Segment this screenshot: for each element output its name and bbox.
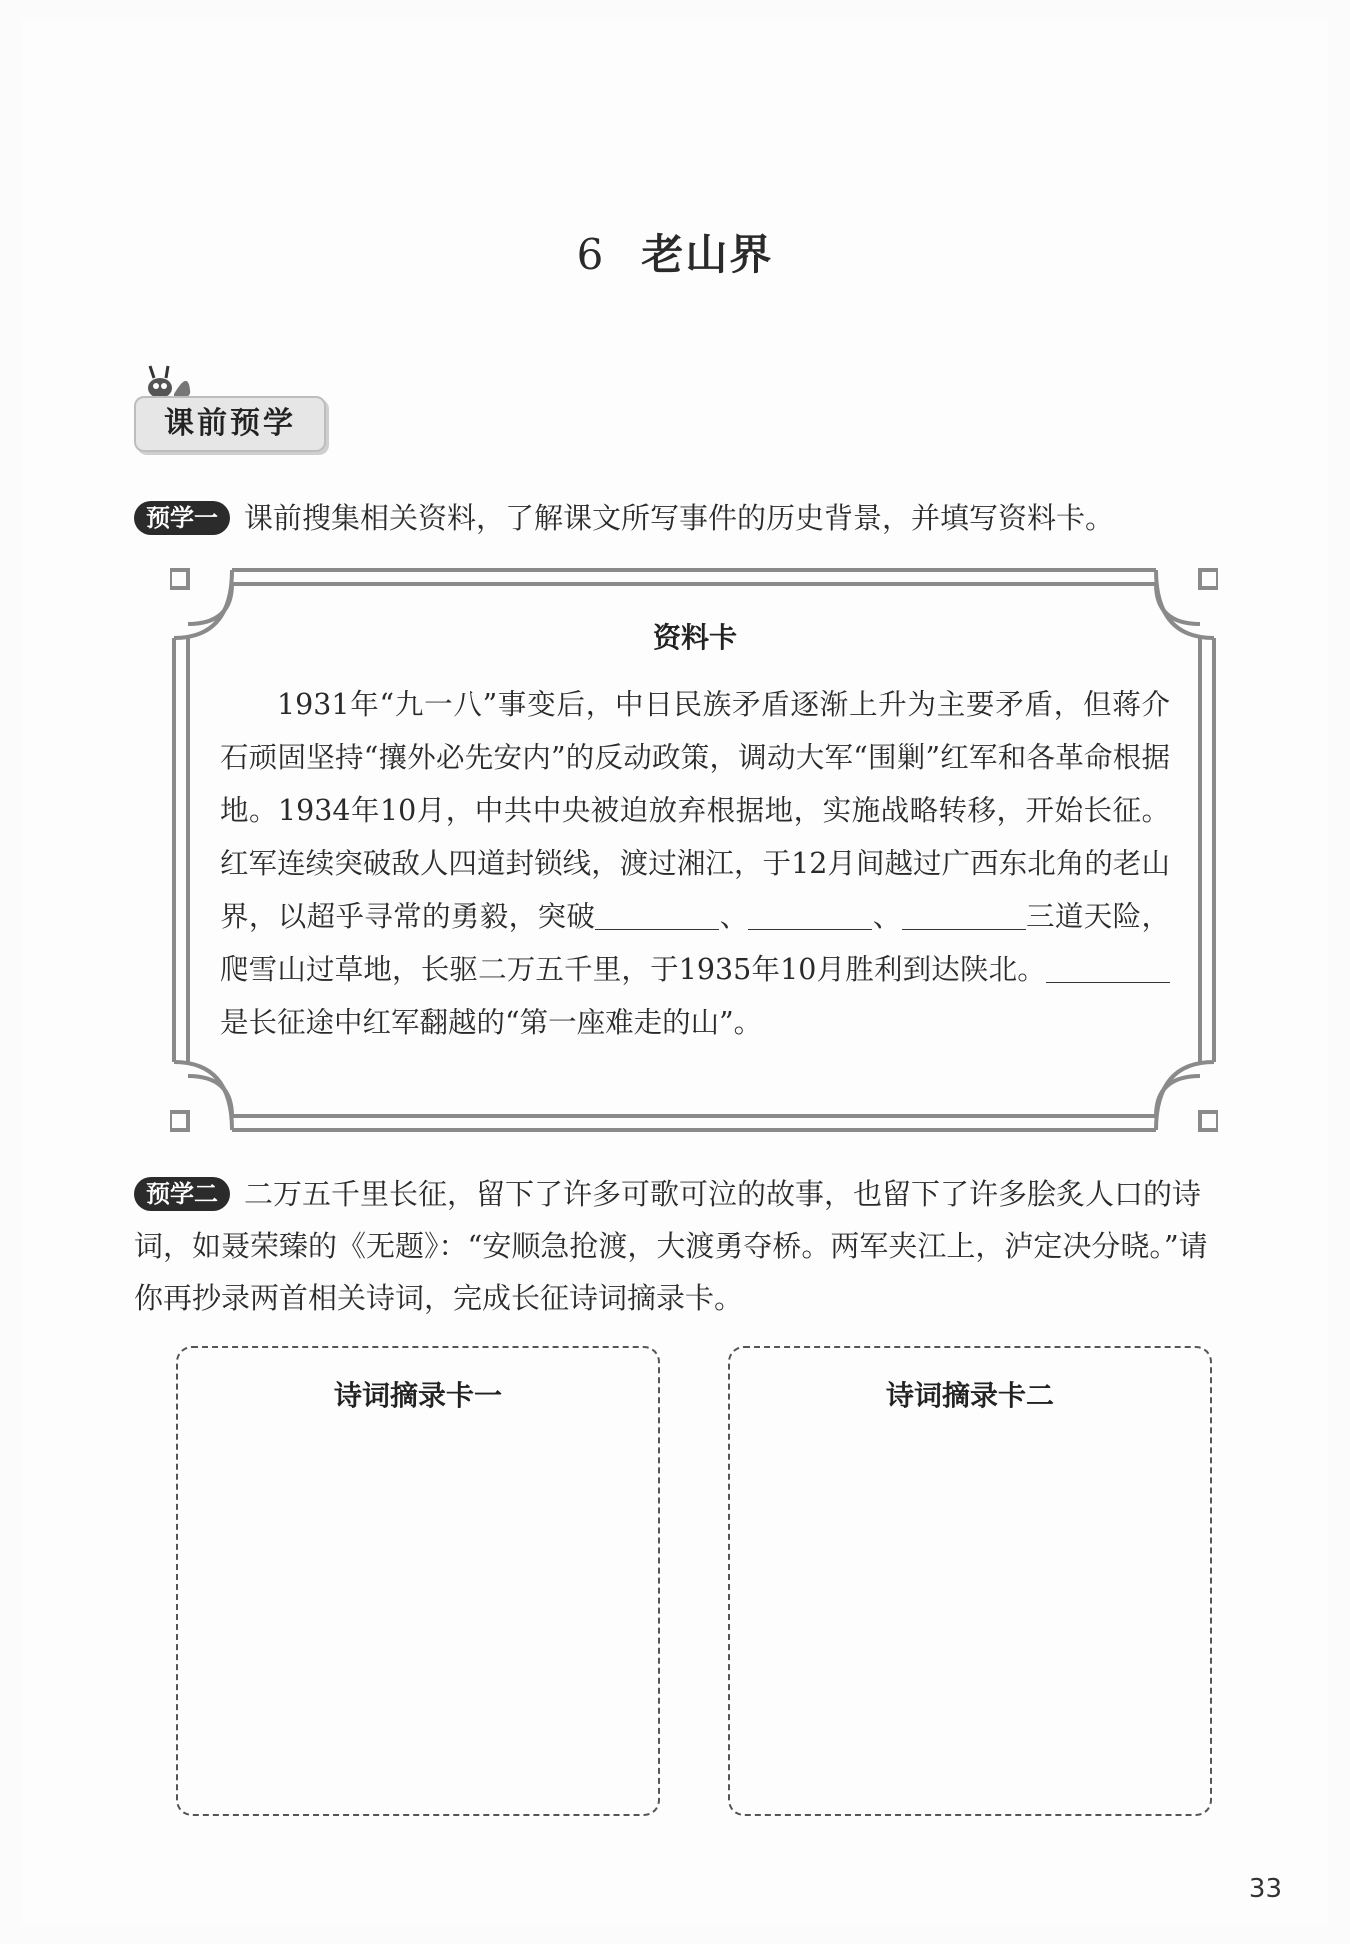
excerpt-card-1-title: 诗词摘录卡一 [333, 1379, 502, 1412]
info-card-title: 资料卡 [652, 621, 737, 654]
excerpt-card-1[interactable] [176, 1346, 660, 1816]
blank-separator-2: 、 [872, 900, 902, 933]
prestudy-1-badge: 预学一 [134, 501, 230, 535]
excerpt-card-2[interactable] [728, 1346, 1212, 1816]
info-card [220, 616, 1170, 1049]
info-card-text-1: 1931年“九一八”事变后，中日民族矛盾逐渐上升为主要矛盾，但蒋介石顽固坚持“攘外必先安内”的反动政策，调动大军“围剿”红军和各革命根据地。1934年10月，中共中央被迫放弃根据地，实施战略转移，开始长征。红军连续突破敌人四道封锁线，渡过湘江，于12月间越过广西东北角的老山界，以超乎寻常的勇毅，突破 [220, 688, 1170, 933]
info-card-text-2: 三道天险，爬雪山过草地，长驱二万五千里，于1935年10月胜利到达陕北。 [220, 900, 1170, 986]
lesson-title [0, 222, 1350, 282]
fill-blank-2[interactable] [748, 899, 872, 930]
fill-blank-3[interactable] [902, 899, 1026, 930]
prestudy-1-instruction: 课前搜集相关资料，了解课文所写事件的历史背景，并填写资料卡。 [244, 501, 1115, 535]
info-card-text-3: 是长征途中红军翻越的“第一座难走的山”。 [220, 1006, 763, 1039]
lesson-number: 6 [576, 230, 606, 279]
excerpt-card-2-title: 诗词摘录卡二 [885, 1379, 1054, 1412]
prestudy-1 [134, 492, 1224, 544]
blank-separator-1: 、 [719, 900, 749, 933]
page-number: 33 [1248, 1874, 1282, 1904]
snail-mascot-icon [140, 360, 196, 400]
fill-blank-4[interactable] [1046, 952, 1170, 983]
fill-blank-1[interactable] [595, 899, 719, 930]
section-tag: 课前预学 [134, 396, 326, 452]
info-card-text [220, 678, 1170, 1049]
prestudy-2-instruction: 二万五千里长征，留下了许多可歌可泣的故事，也留下了许多脍炙人口的诗词，如聂荣臻的《无题》：“安顺急抢渡，大渡勇夺桥。两军夹江上，泸定决分晓。”请你再抄录两首相关诗词，完成长征诗词摘录卡。 [134, 1177, 1208, 1315]
prestudy-2 [134, 1168, 1224, 1324]
lesson-name: 老山界 [641, 230, 774, 279]
prestudy-2-badge: 预学二 [134, 1177, 230, 1211]
